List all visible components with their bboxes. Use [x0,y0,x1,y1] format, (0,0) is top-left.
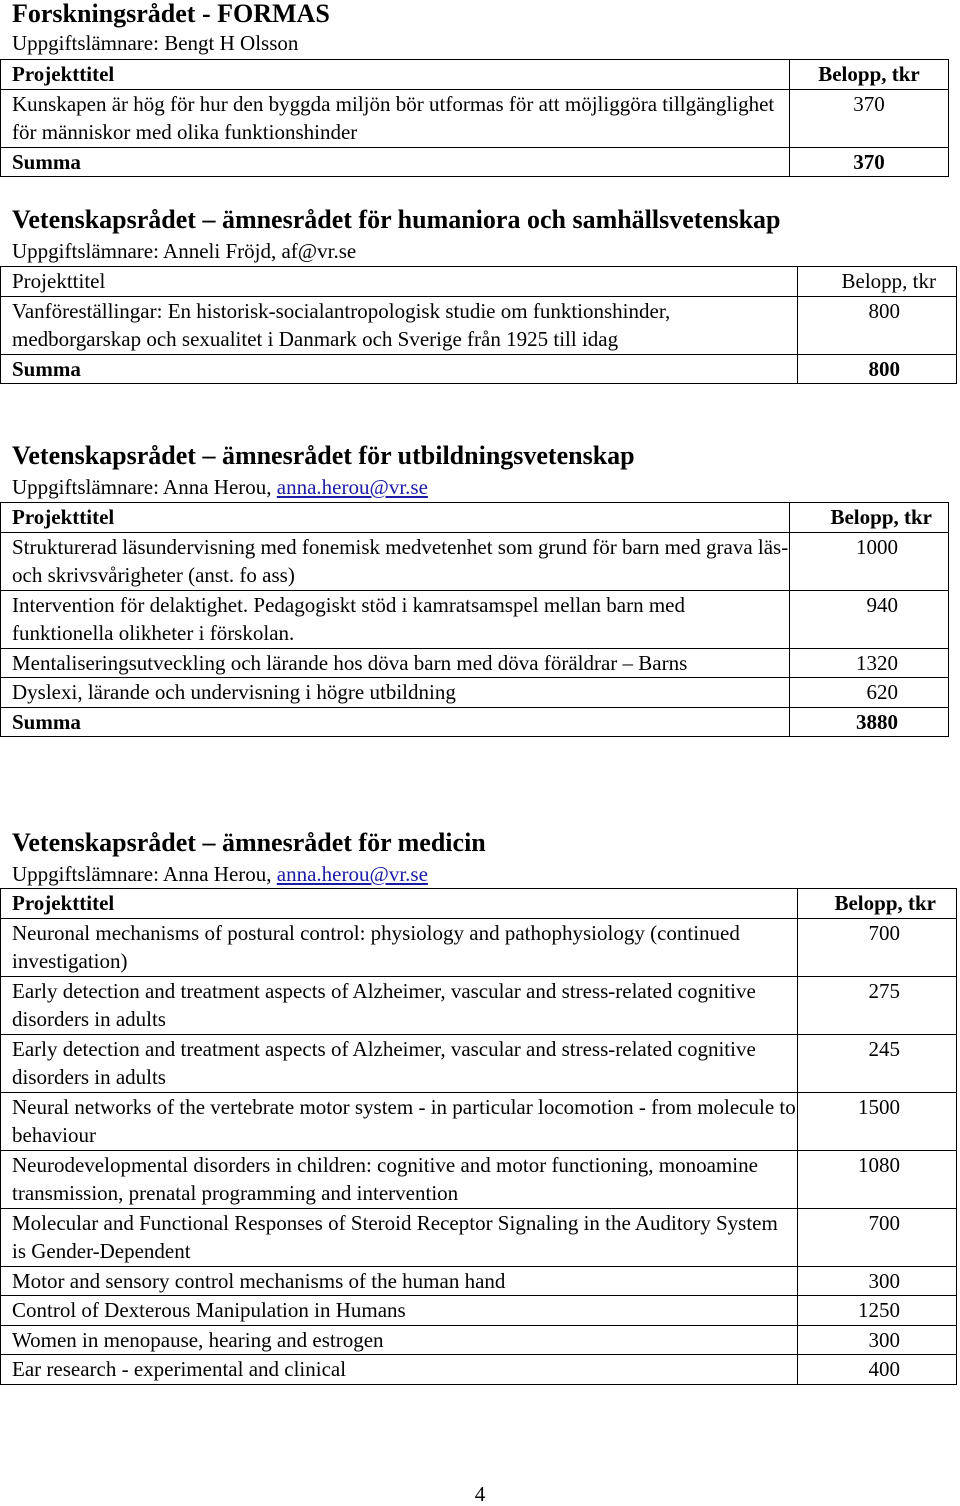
project-amount: 245 [798,1034,957,1092]
page-number: 4 [474,1482,486,1506]
table-row [1,1150,957,1208]
project-title: Neurodevelopmental disorders in children: cognitive and motor functioning, monoamine transmission, prenatal programming and intervention [1,1150,798,1208]
header-title: Projekttitel [1,60,790,90]
project-amount: 700 [798,918,957,976]
project-title: Kunskapen är hög för hur den byggda miljön bör utformas för att möjliggöra tillgänglighet för människor med olika funktionshinder [1,89,790,147]
table-header-row [1,60,949,90]
table-row [1,1266,957,1296]
section-title: Vetenskapsrådet – ämnesrådet för humaniora och samhällsvetenskap [12,205,781,234]
project-amount: 620 [790,678,949,708]
table-row [1,1208,957,1266]
reporter-line: Uppgiftslämnare: Anneli Fröjd, af@vr.se [12,239,357,263]
email-link[interactable]: anna.herou@vr.se [276,862,428,886]
project-title: Vanföreställingar: En historisk-socialantropologisk studie om funktionshinder, medborgarskap och sexualitet i Danmark och Sverige från 1925 till idag [1,296,798,354]
table-row [1,1296,957,1326]
table-row [1,296,957,354]
grant-table [0,266,957,384]
project-amount: 1080 [798,1150,957,1208]
project-amount: 300 [798,1266,957,1296]
table-header-row [1,889,957,919]
sum-row [1,147,949,177]
project-title: Mentaliseringsutveckling och lärande hos döva barn med döva föräldrar – Barns [1,648,790,678]
sum-amount: 3880 [790,707,949,737]
table-row [1,89,949,147]
sum-row [1,354,957,384]
grant-table [0,59,949,177]
project-amount: 700 [798,1208,957,1266]
project-amount: 1500 [798,1092,957,1150]
sum-amount: 370 [790,147,949,177]
project-title: Strukturerad läsundervisning med fonemisk medvetenhet som grund för barn med grava läs- och skrivsvårigheter (anst. fo ass) [1,532,790,590]
table-header-row [1,267,957,297]
sum-label: Summa [1,147,790,177]
table-row [1,1092,957,1150]
project-amount: 1320 [790,648,949,678]
table-row [1,678,949,708]
project-amount: 1250 [798,1296,957,1326]
reporter-label: Uppgiftslämnare: Anna Herou, [12,862,272,886]
grant-table [0,888,957,1385]
project-title: Women in menopause, hearing and estrogen [1,1325,798,1355]
table-header-row [1,503,949,533]
project-amount: 370 [790,89,949,147]
header-amount: Belopp, tkr [798,889,957,919]
table-row [1,1325,957,1355]
section-title: Vetenskapsrådet – ämnesrådet för utbildningsvetenskap [12,441,635,470]
project-title: Ear research - experimental and clinical [1,1355,798,1385]
header-amount: Belopp, tkr [790,503,949,533]
project-title: Early detection and treatment aspects of Alzheimer, vascular and stress-related cognitive disorders in adults [1,976,798,1034]
project-title: Molecular and Functional Responses of Steroid Receptor Signaling in the Auditory System is Gender-Dependent [1,1208,798,1266]
table-row [1,976,957,1034]
sum-label: Summa [1,707,790,737]
project-title: Motor and sensory control mechanisms of the human hand [1,1266,798,1296]
project-amount: 940 [790,590,949,648]
project-amount: 275 [798,976,957,1034]
sum-row [1,707,949,737]
header-title: Projekttitel [1,267,798,297]
project-amount: 1000 [790,532,949,590]
project-title: Early detection and treatment aspects of Alzheimer, vascular and stress-related cognitive disorders in adults [1,1034,798,1092]
table-row [1,1355,957,1385]
project-title: Intervention för delaktighet. Pedagogiskt stöd i kamratsamspel mellan barn med funktionella olikheter i förskolan. [1,590,790,648]
reporter-line: Uppgiftslämnare: Bengt H Olsson [12,31,299,55]
header-title: Projekttitel [1,503,790,533]
project-amount: 300 [798,1325,957,1355]
header-title: Projekttitel [1,889,798,919]
header-amount: Belopp, tkr [790,60,949,90]
table-row [1,532,949,590]
section-title: Forskningsrådet - FORMAS [12,0,330,28]
section-title: Vetenskapsrådet – ämnesrådet för medicin [12,828,486,857]
project-title: Neural networks of the vertebrate motor system - in particular locomotion - from molecule to behaviour [1,1092,798,1150]
table-row [1,1034,957,1092]
table-row [1,918,957,976]
project-amount: 800 [798,296,957,354]
table-row [1,648,949,678]
project-title: Control of Dexterous Manipulation in Humans [1,1296,798,1326]
project-amount: 400 [798,1355,957,1385]
project-title: Neuronal mechanisms of postural control: physiology and pathophysiology (continued investigation) [1,918,798,976]
project-title: Dyslexi, lärande och undervisning i högre utbildning [1,678,790,708]
header-amount: Belopp, tkr [798,267,957,297]
sum-amount: 800 [798,354,957,384]
reporter-label: Uppgiftslämnare: Anna Herou, [12,475,272,499]
sum-label: Summa [1,354,798,384]
reporter-line [12,862,428,886]
grant-table [0,502,949,737]
table-row [1,590,949,648]
reporter-line [12,475,428,499]
email-link[interactable]: anna.herou@vr.se [276,475,428,499]
